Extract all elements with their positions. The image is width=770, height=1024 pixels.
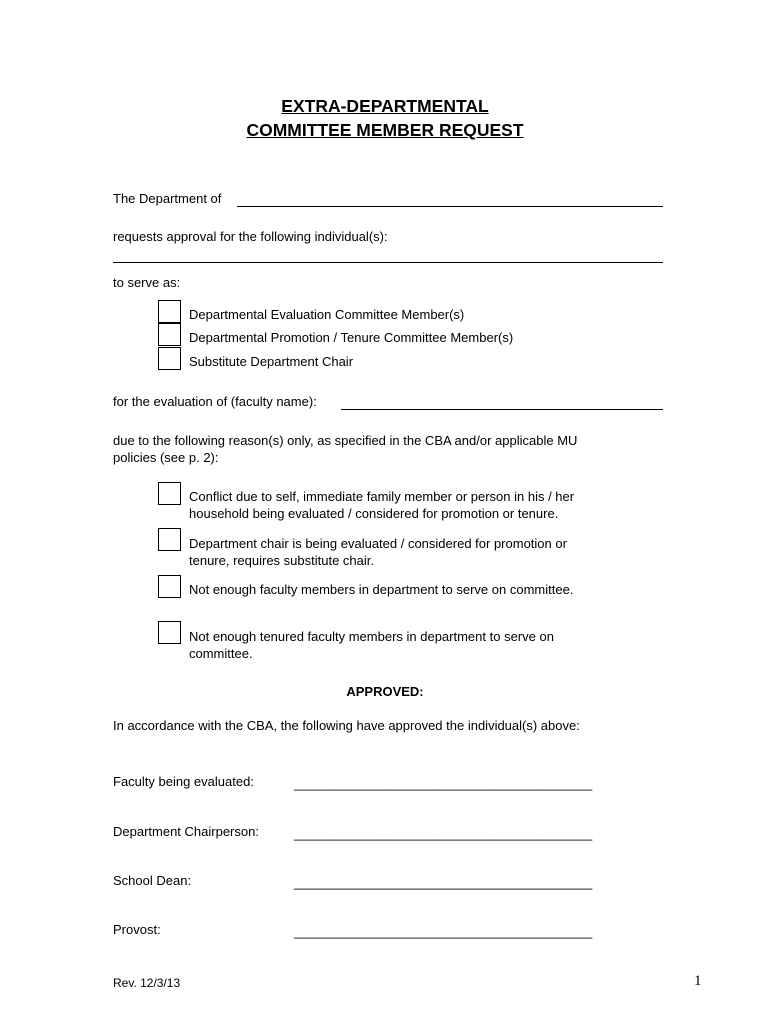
role-label-evaluation: Departmental Evaluation Committee Member(s) (189, 307, 465, 322)
approved-statement: In accordance with the CBA, the following have approved the individual(s) above: (113, 718, 580, 733)
reason-checkbox-not-enough-tenured[interactable] (158, 621, 181, 644)
reasons-intro-line2: policies (see p. 2): (113, 450, 219, 465)
signature-line-chairperson[interactable]: ___________________________________________ (294, 826, 592, 841)
role-label-promotion-tenure: Departmental Promotion / Tenure Committee Member(s) (189, 330, 514, 345)
reason-tenured-line1: Not enough tenured faculty members in department to serve on (189, 629, 554, 644)
revision-date: Rev. 12/3/13 (113, 976, 181, 990)
reasons-intro-line1: due to the following reason(s) only, as specified in the CBA and/or applicable MU (113, 433, 578, 448)
page-number: 1 (694, 973, 702, 989)
individuals-field[interactable] (113, 262, 663, 263)
reason-conflict-line1: Conflict due to self, immediate family member or person in his / her (189, 489, 575, 504)
requests-label: requests approval for the following individual(s): (113, 229, 388, 244)
faculty-name-field[interactable] (341, 409, 663, 410)
signature-label-dean: School Dean: (113, 873, 192, 888)
signature-line-dean[interactable]: ___________________________________________ (294, 875, 592, 890)
role-label-substitute-chair: Substitute Department Chair (189, 354, 354, 369)
form-title-line2: COMMITTEE MEMBER REQUEST (246, 120, 524, 140)
reason-chair-line2: tenure, requires substitute chair. (189, 553, 374, 568)
reason-chair-line1: Department chair is being evaluated / considered for promotion or (189, 536, 567, 551)
reason-checkbox-not-enough-faculty[interactable] (158, 575, 181, 598)
reason-tenured-line2: committee. (189, 646, 253, 661)
signature-label-chairperson: Department Chairperson: (113, 824, 259, 839)
form-title-line1: EXTRA-DEPARTMENTAL (281, 96, 489, 116)
signature-label-faculty: Faculty being evaluated: (113, 774, 254, 789)
role-checkbox-evaluation[interactable] (158, 300, 181, 323)
reason-not-enough-faculty: Not enough faculty members in department to serve on committee. (189, 582, 574, 597)
serve-as-label: to serve as: (113, 275, 181, 290)
reason-checkbox-conflict[interactable] (158, 482, 181, 505)
signature-line-faculty[interactable]: ___________________________________________ (294, 776, 592, 791)
reason-checkbox-chair-evaluated[interactable] (158, 528, 181, 551)
signature-line-provost[interactable]: ___________________________________________ (294, 924, 592, 939)
signature-label-provost: Provost: (113, 922, 161, 937)
department-label: The Department of (113, 191, 222, 206)
role-checkbox-substitute-chair[interactable] (158, 347, 181, 370)
approved-heading: APPROVED: (346, 684, 424, 699)
reason-conflict-line2: household being evaluated / considered for promotion or tenure. (189, 506, 559, 521)
role-checkbox-promotion-tenure[interactable] (158, 323, 181, 346)
faculty-name-label: for the evaluation of (faculty name): (113, 394, 317, 409)
department-field[interactable] (237, 206, 663, 207)
